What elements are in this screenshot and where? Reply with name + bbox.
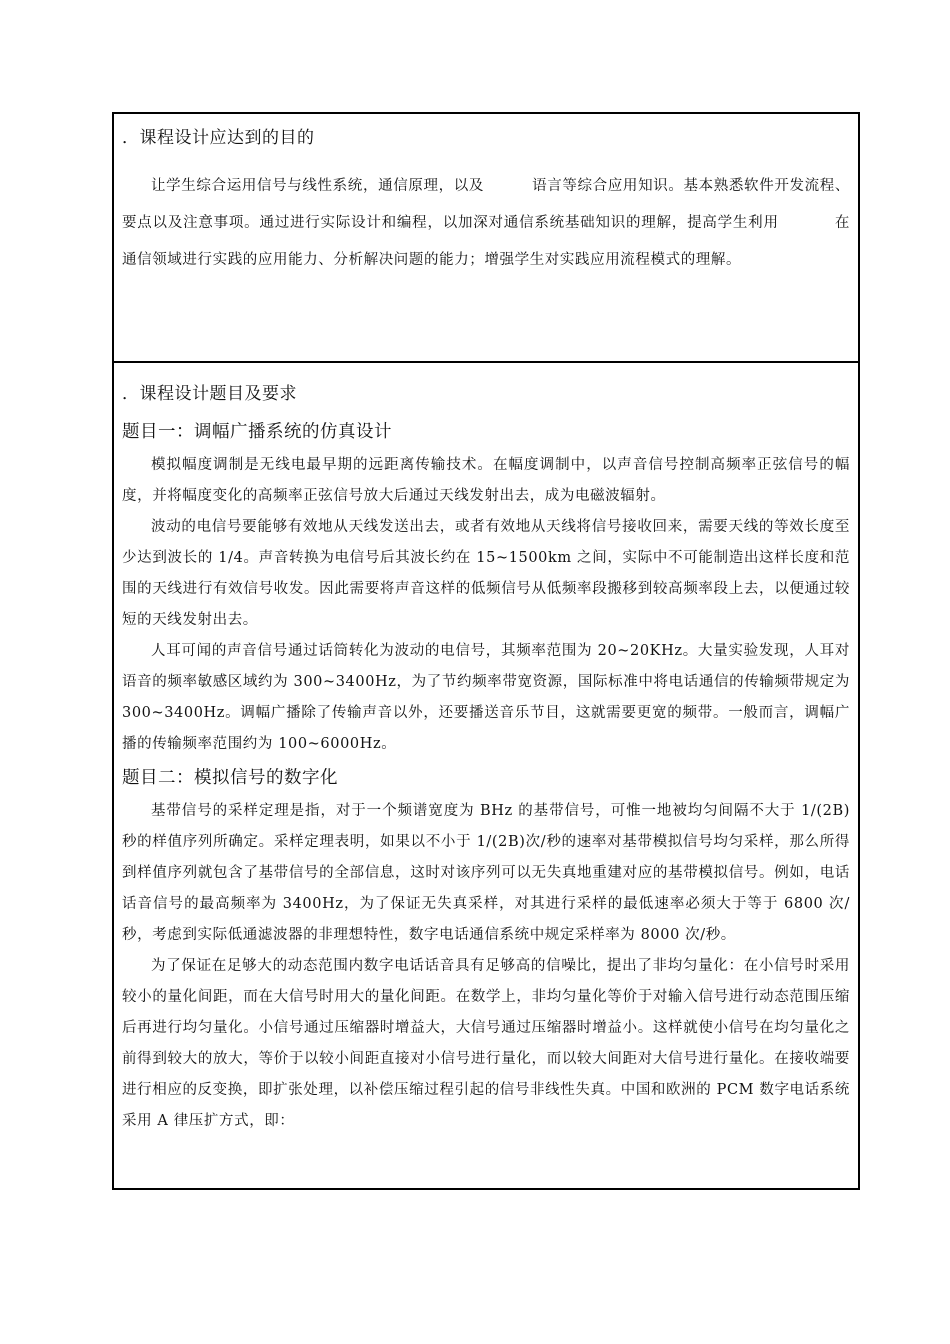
objectives-text-c: 在通信领域进行实践的应用能力、分析解决问题的能力；增强学生对实践应用流程模式的理解。 xyxy=(122,215,850,268)
section-topics xyxy=(122,382,850,1137)
section-objectives xyxy=(122,126,850,279)
objectives-text-a: 让学生综合运用信号与线性系统，通信原理，以及 xyxy=(151,178,485,194)
objectives-paragraph xyxy=(122,168,850,279)
document-table xyxy=(112,112,860,1190)
section-heading-objectives: ．课程设计应达到的目的 xyxy=(122,128,315,148)
topic2-paragraph: 为了保证在足够大的动态范围内数字电话话音具有足够高的信噪比，提出了非均匀量化：在小信号时采用较小的量化间距，而在大信号时用大的量化间距。在数学上，非均匀量化等价于对输入信号进行动态范围压缩后再进行均匀量化。小信号通过压缩器时增益大，大信号通过压缩器时增益小。这样就使小信号在均匀量化之前得到较大的放大，等价于以较小间距直接对小信号进行量化，而以较大间距对大信号进行量化。在接收端要进行相应的反变换，即扩张处理，以补偿压缩过程引起的信号非线性失真。中国和欧洲的 PCM 数字电话系统采用 A 律压扩方式，即： xyxy=(122,958,850,1129)
topic1-paragraph: 模拟幅度调制是无线电最早期的远距离传输技术。在幅度调制中，以声音信号控制高频率正弦信号的幅度，并将幅度变化的高频率正弦信号放大后通过天线发射出去，成为电磁波辐射。 xyxy=(122,457,850,504)
topic1-title: 题目一：调幅广播系统的仿真设计 xyxy=(122,422,392,442)
section-heading-topics: ．课程设计题目及要求 xyxy=(122,384,297,404)
objectives-text-b: 语言等综合应用知识。基本熟悉软件开发流程、要点以及注意事项。通过进行实际设计和编程，以加深对通信系统基础知识的理解，提高学生利用 xyxy=(122,178,850,231)
table-divider xyxy=(114,361,858,363)
topic2-title: 题目二：模拟信号的数字化 xyxy=(122,768,338,788)
topic1-paragraph: 波动的电信号要能够有效地从天线发送出去，或者有效地从天线将信号接收回来，需要天线的等效长度至少达到波长的 1/4。声音转换为电信号后其波长约在 15~1500km 之间，实际中不可能制造出这样长度和范围的天线进行有效信号收发。因此需要将声音这样的低频信号从低频率段搬移到较高频率段上去，以便通过较短的天线发射出去。 xyxy=(122,519,850,628)
topic1-paragraph: 人耳可闻的声音信号通过话筒转化为波动的电信号，其频率范围为 20~20KHz。大量实验发现，人耳对语音的频率敏感区域约为 300~3400Hz，为了节约频率带宽资源，国际标准中将电话通信的传输频带规定为 300~3400Hz。调幅广播除了传输声音以外，还要播送音乐节目，这就需要更宽的频带。一般而言，调幅广播的传输频率范围约为 100~6000Hz。 xyxy=(122,643,850,752)
topic2-paragraph: 基带信号的采样定理是指，对于一个频谱宽度为 BHz 的基带信号，可惟一地被均匀间隔不大于 1/(2B)秒的样值序列所确定。采样定理表明，如果以不小于 1/(2B)次/秒的速率对基带模拟信号均匀采样，那么所得到样值序列就包含了基带信号的全部信息，这时对该序列可以无失真地重建对应的基带模拟信号。例如，电话话音信号的最高频率为 3400Hz，为了保证无失真采样，对其进行采样的最低速率必须大于等于 6800 次/秒，考虑到实际低通滤波器的非理想特性，数字电话通信系统中规定采样率为 8000 次/秒。 xyxy=(122,803,850,943)
